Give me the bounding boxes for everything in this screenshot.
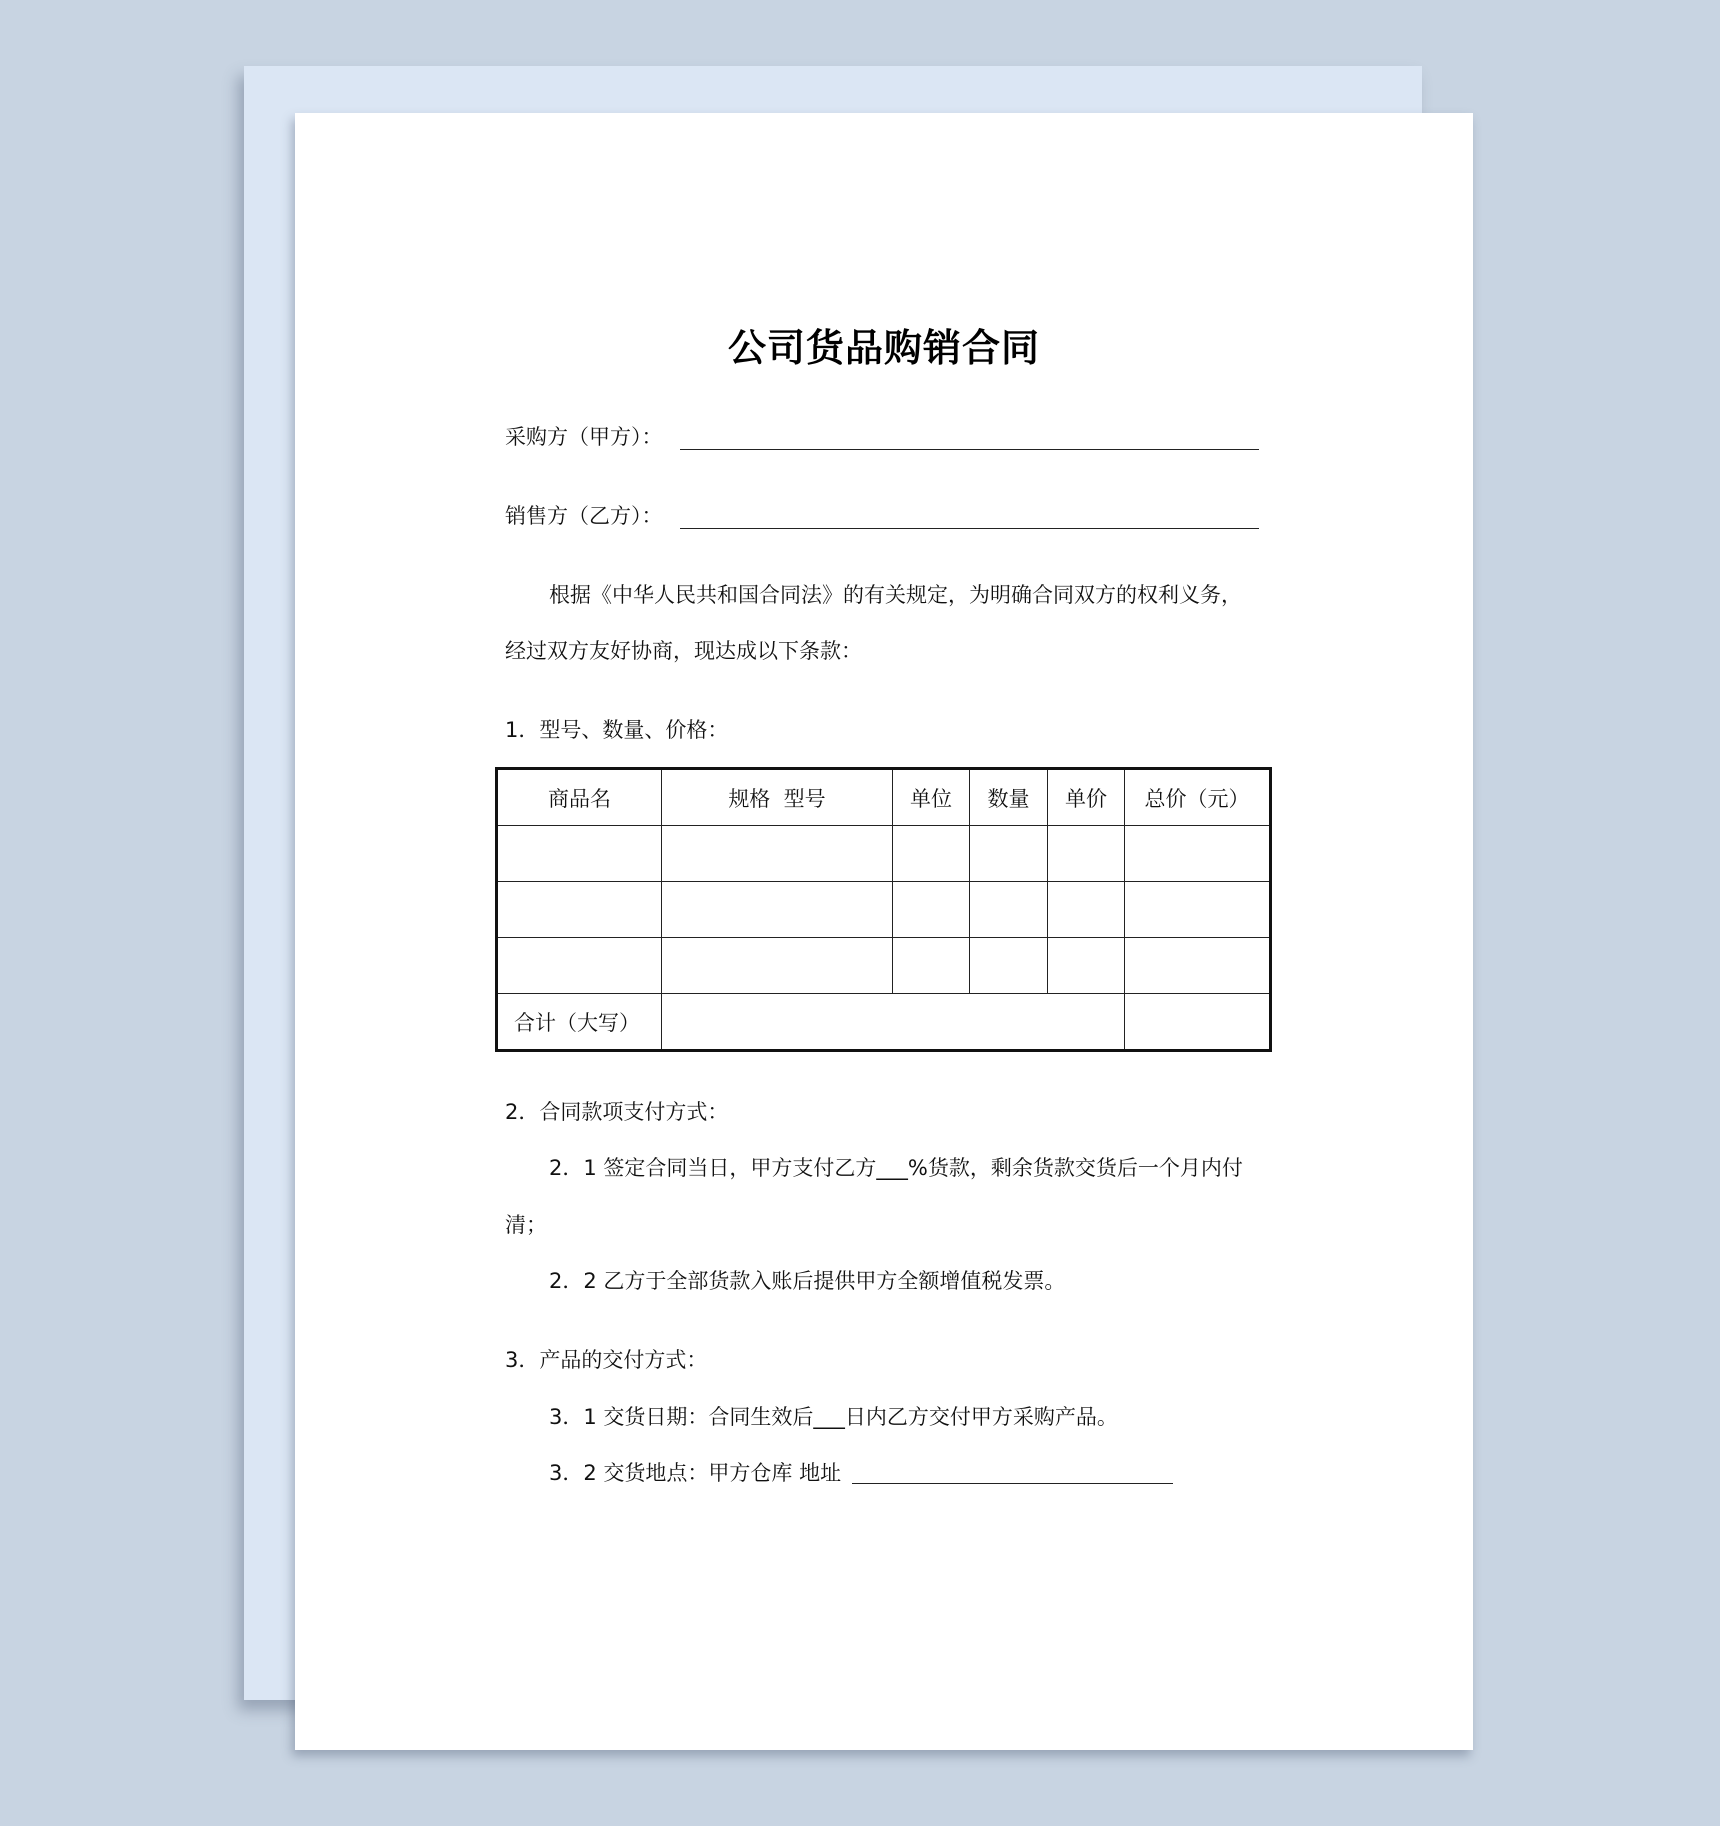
party-b-label: 销售方（乙方）： xyxy=(505,504,663,528)
cell-total-price[interactable] xyxy=(1125,826,1271,882)
table-row xyxy=(497,882,1271,938)
cell-unit[interactable] xyxy=(893,826,970,882)
total-label: 合计（大写） xyxy=(497,994,662,1051)
section-2-item-1-line-1: 2．1 签定合同当日，甲方支付乙方___%货款，剩余货款交货后一个月内付 xyxy=(549,1156,1243,1180)
header-unit-price: 单价 xyxy=(1048,769,1125,826)
cell-total-price[interactable] xyxy=(1125,882,1271,938)
cell-unit[interactable] xyxy=(893,938,970,994)
total-amount-in-words[interactable] xyxy=(662,994,1125,1051)
header-unit: 单位 xyxy=(893,769,970,826)
section-2-heading: 2．合同款项支付方式： xyxy=(505,1100,729,1124)
section-3-heading: 3．产品的交付方式： xyxy=(505,1348,708,1372)
cell-product-name[interactable] xyxy=(497,826,662,882)
cell-quantity[interactable] xyxy=(970,938,1048,994)
section-1-heading: 1．型号、数量、价格： xyxy=(505,718,729,742)
header-total-price: 总价（元） xyxy=(1125,769,1271,826)
header-product-name: 商品名 xyxy=(497,769,662,826)
party-a-field[interactable] xyxy=(680,449,1259,450)
section-3-item-2-label: 3．2 交货地点：甲方仓库 地址 xyxy=(549,1461,842,1485)
section-2-item-1-line-2: 清； xyxy=(505,1213,547,1237)
delivery-address-field[interactable] xyxy=(852,1483,1173,1484)
cell-quantity[interactable] xyxy=(970,826,1048,882)
cell-total-price[interactable] xyxy=(1125,938,1271,994)
cell-unit-price[interactable] xyxy=(1048,826,1125,882)
cell-unit[interactable] xyxy=(893,882,970,938)
cell-spec-model[interactable] xyxy=(662,882,893,938)
table-header-row xyxy=(497,769,1271,826)
document-title: 公司货品购销合同 xyxy=(727,326,1040,370)
header-spec-model: 规格 型号 xyxy=(662,769,893,826)
section-3-item-1: 3．1 交货日期：合同生效后___日内乙方交付甲方采购产品。 xyxy=(549,1405,1118,1429)
intro-line-2: 经过双方友好协商，现达成以下条款： xyxy=(505,639,862,663)
contract-page xyxy=(295,113,1473,1750)
intro-line-1: 根据《中华人民共和国合同法》的有关规定，为明确合同双方的权利义务， xyxy=(549,583,1242,607)
table-row xyxy=(497,826,1271,882)
cell-spec-model[interactable] xyxy=(662,938,893,994)
section-2-item-2: 2．2 乙方于全部货款入账后提供甲方全额增值税发票。 xyxy=(549,1269,1066,1293)
goods-table xyxy=(495,767,1272,1052)
party-a-label: 采购方（甲方）： xyxy=(505,425,663,449)
cell-unit-price[interactable] xyxy=(1048,882,1125,938)
table-total-row xyxy=(497,994,1271,1051)
cell-product-name[interactable] xyxy=(497,882,662,938)
cell-unit-price[interactable] xyxy=(1048,938,1125,994)
table-row xyxy=(497,938,1271,994)
cell-product-name[interactable] xyxy=(497,938,662,994)
header-quantity: 数量 xyxy=(970,769,1048,826)
party-b-field[interactable] xyxy=(680,528,1259,529)
total-amount[interactable] xyxy=(1125,994,1271,1051)
cell-spec-model[interactable] xyxy=(662,826,893,882)
cell-quantity[interactable] xyxy=(970,882,1048,938)
